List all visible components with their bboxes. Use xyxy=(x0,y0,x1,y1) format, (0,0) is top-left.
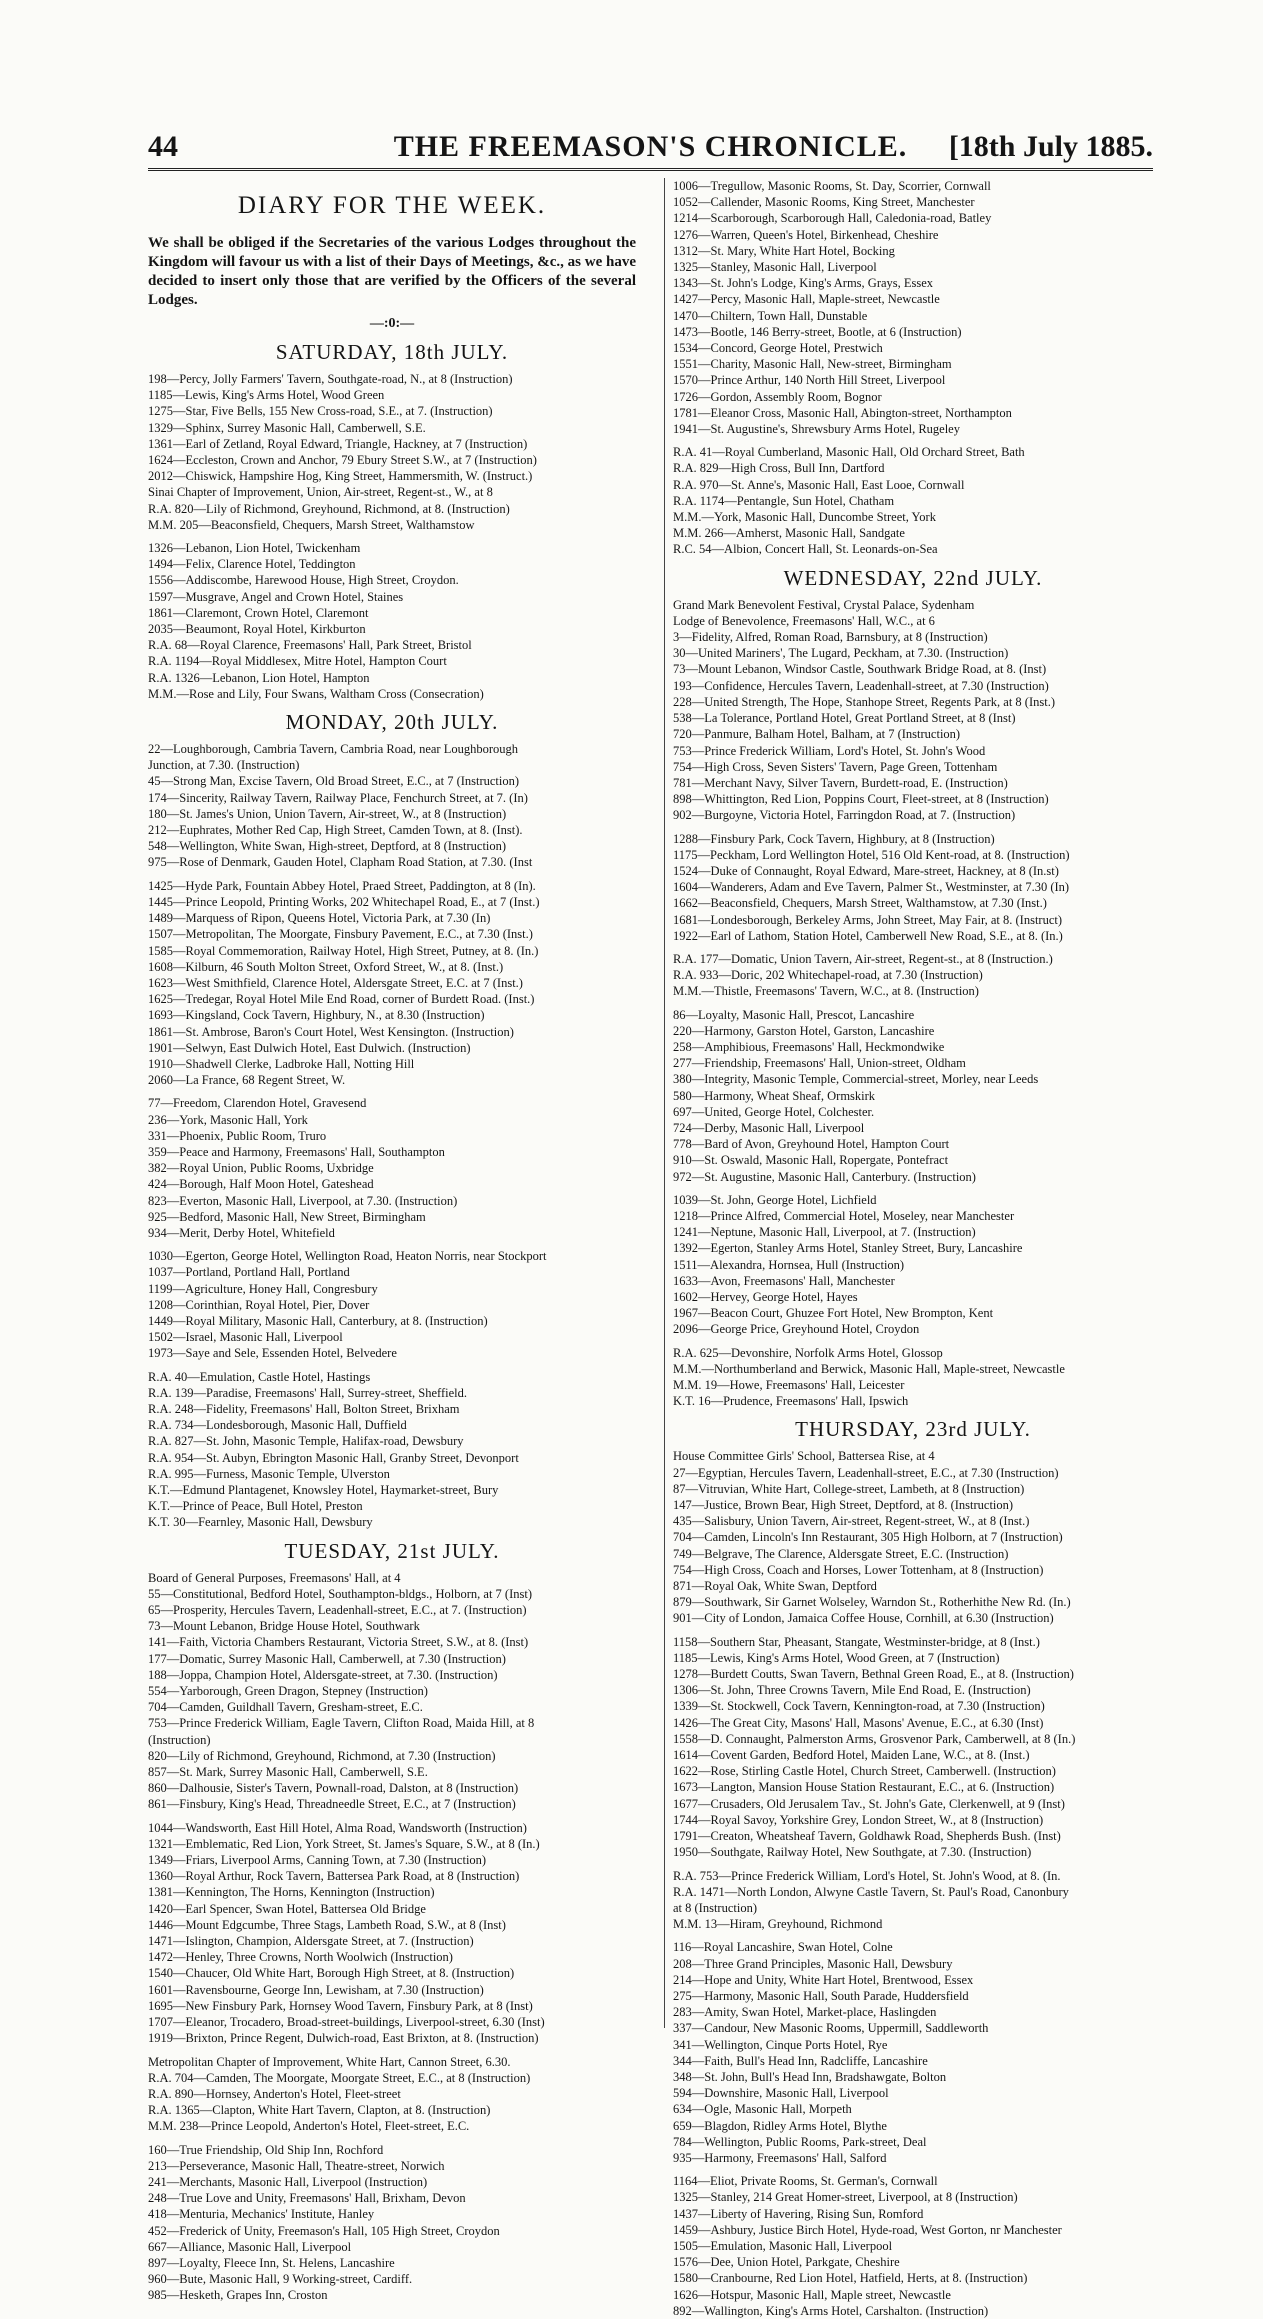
lodge-entry: 1459—Ashbury, Justice Birch Hotel, Hyde-road, West Gorton, nr Manchester xyxy=(673,2222,1062,2237)
lodge-entry: 1339—St. Stockwell, Cock Tavern, Kennington-road, at 7.30 (Instruction) xyxy=(673,1699,1045,1714)
lodge-entry: 77—Freedom, Clarendon Hotel, Gravesend xyxy=(148,1096,367,1111)
lodge-entry: 1473—Bootle, 146 Berry-street, Bootle, at 6 (Instruction) xyxy=(673,324,962,339)
lodge-entry: 1343—St. John's Lodge, King's Arms, Grays, Essex xyxy=(673,276,934,291)
lodge-entry: 73—Mount Lebanon, Bridge House Hotel, Southwark xyxy=(148,1619,420,1634)
ornament-divider: —:0:— xyxy=(369,316,415,331)
lodge-entry: 1973—Saye and Sele, Essenden Hotel, Belvedere xyxy=(148,1346,397,1361)
lodge-entry: 1622—Rose, Stirling Castle Hotel, Church Street, Camberwell. (Instruction) xyxy=(673,1764,1056,1779)
lodge-entry: R.A. 177—Domatic, Union Tavern, Air-street, Regent-st., at 8 (Instruction.) xyxy=(673,951,1053,966)
lodge-entry: 1349—Friars, Liverpool Arms, Canning Town, at 7.30 (Instruction) xyxy=(148,1853,487,1868)
lodge-entry: 1570—Prince Arthur, 140 North Hill Street, Liverpool xyxy=(673,373,946,388)
lodge-entry: 1278—Burdett Coutts, Swan Tavern, Bethnal Green Road, E., at 8. (Instruction) xyxy=(673,1667,1074,1682)
lodge-entry: 704—Camden, Lincoln's Inn Restaurant, 305 High Holborn, at 7 (Instruction) xyxy=(673,1530,1063,1545)
lodge-entry: R.A. 827—St. John, Masonic Temple, Halifax-road, Dewsbury xyxy=(148,1434,464,1449)
lodge-entry: 1326—Lebanon, Lion Hotel, Twickenham xyxy=(148,541,361,556)
lodge-entry: 935—Harmony, Freemasons' Hall, Salford xyxy=(673,2150,887,2165)
lodge-entry: 1218—Prince Alfred, Commercial Hotel, Moseley, near Manchester xyxy=(673,1208,1015,1223)
lodge-entry: 1922—Earl of Lathom, Station Hotel, Camberwell New Road, S.E., at 8. (In.) xyxy=(673,928,1063,943)
lodge-entry: 1288—Finsbury Park, Cock Tavern, Highbury, at 8 (Instruction) xyxy=(673,831,995,846)
lodge-entry: 1472—Henley, Three Crowns, North Woolwich (Instruction) xyxy=(148,1950,453,1965)
lodge-entry: 1185—Lewis, King's Arms Hotel, Wood Green xyxy=(148,388,385,403)
lodge-entry: 897—Loyalty, Fleece Inn, St. Helens, Lancashire xyxy=(148,2255,395,2270)
lodge-entry: 2035—Beaumont, Royal Hotel, Kirkburton xyxy=(148,622,366,637)
lodge-entry: R.A. 248—Fidelity, Freemasons' Hall, Bolton Street, Brixham xyxy=(148,1401,460,1416)
lodge-entry: 871—Royal Oak, White Swan, Deptford xyxy=(673,1579,877,1594)
lodge-entry: 902—Burgoyne, Victoria Hotel, Farringdon Road, at 7. (Instruction) xyxy=(673,808,1016,823)
lodge-entry: 857—St. Mark, Surrey Masonic Hall, Camberwell, S.E. xyxy=(148,1765,428,1780)
lodge-entry: 73—Mount Lebanon, Windsor Castle, Southwark Bridge Road, at 8. (Inst) xyxy=(673,662,1047,677)
lodge-entry: 972—St. Augustine, Masonic Hall, Canterbury. (Instruction) xyxy=(673,1169,976,1184)
lodge-entry: R.A. 970—St. Anne's, Masonic Hall, East Looe, Cornwall xyxy=(673,477,965,492)
lodge-entry: R.A. 41—Royal Cumberland, Masonic Hall, Old Orchard Street, Bath xyxy=(673,445,1025,460)
lodge-entry: 1199—Agriculture, Honey Hall, Congresbury xyxy=(148,1281,378,1296)
lodge-entry: R.A. 40—Emulation, Castle Hotel, Hastings xyxy=(148,1369,371,1384)
lodge-entry: 177—Domatic, Surrey Masonic Hall, Camberwell, at 7.30 (Instruction) xyxy=(148,1651,506,1666)
intro-paragraph: We shall be obliged if the Secretaries of the various Lodges throughout the Kingdom will favour us with a list of their Days of Meetings, &c., as we have decided to insert only those that are verified by the Officers of the several Lodges. xyxy=(148,235,636,308)
lodge-entry: 1919—Brixton, Prince Regent, Dulwich-road, East Brixton, at 8. (Instruction) xyxy=(148,2031,539,2046)
lodge-entry: 634—Ogle, Masonic Hall, Morpeth xyxy=(673,2102,852,2117)
lodge-entry: 1861—St. Ambrose, Baron's Court Hotel, West Kensington. (Instruction) xyxy=(148,1024,514,1039)
lodge-entry: 1044—Wandsworth, East Hill Hotel, Alma Road, Wandsworth (Instruction) xyxy=(148,1820,527,1835)
spacer xyxy=(673,1338,1153,1345)
lodge-entry: 879—Southwark, Sir Garnet Wolseley, Warndon St., Rotherhithe New Rd. (In.) xyxy=(673,1595,1071,1610)
lodge-entry: 724—Derby, Masonic Hall, Liverpool xyxy=(673,1120,865,1135)
right-column xyxy=(664,178,1153,2318)
left-column xyxy=(148,178,636,2303)
lodge-entry: 901—City of London, Jamaica Coffee House, Cornhill, at 6.30 (Instruction) xyxy=(673,1611,1054,1626)
lodge-entry: 1633—Avon, Freemasons' Hall, Manchester xyxy=(673,1273,895,1288)
lodge-entry: 208—Three Grand Principles, Masonic Hall, Dewsbury xyxy=(673,1956,953,1971)
lodge-entry: 1791—Creaton, Wheatsheaf Tavern, Goldhawk Road, Shepherds Bush. (Inst) xyxy=(673,1829,1061,1844)
lodge-entry: 753—Prince Frederick William, Eagle Tavern, Clifton Road, Maida Hill, at 8 xyxy=(148,1716,535,1731)
lodge-entry: 1507—Metropolitan, The Moorgate, Finsbury Pavement, E.C., at 7.30 (Inst.) xyxy=(148,927,533,942)
lodge-entry: 277—Friendship, Freemasons' Hall, Union-street, Oldham xyxy=(673,1056,966,1071)
spacer xyxy=(673,437,1153,444)
lodge-entry: M.M. 266—Amherst, Masonic Hall, Sandgate xyxy=(673,526,905,541)
lodge-entry: 1426—The Great City, Masons' Hall, Masons' Avenue, E.C., at 6.30 (Inst) xyxy=(673,1715,1044,1730)
spacer xyxy=(673,824,1153,831)
lodge-entry: R.A. 995—Furness, Masonic Temple, Ulverston xyxy=(148,1466,390,1481)
lodge-entry: 30—United Mariners', The Lugard, Peckham, at 7.30. (Instruction) xyxy=(673,646,1009,661)
lodge-entry: 2012—Chiswick, Hampshire Hog, King Street, Hammersmith, W. (Instruct.) xyxy=(148,469,533,484)
lodge-entry: 1420—Earl Spencer, Swan Hotel, Battersea Old Bridge xyxy=(148,1901,426,1916)
lodge-entry: 1540—Chaucer, Old White Hart, Borough High Street, at 8. (Instruction) xyxy=(148,1966,515,1981)
lodge-entry: 1505—Emulation, Masonic Hall, Liverpool xyxy=(673,2238,893,2253)
lodge-entry: 236—York, Masonic Hall, York xyxy=(148,1112,308,1127)
spacer xyxy=(148,871,636,878)
lodge-entry: Board of General Purposes, Freemasons' Hall, at 4 xyxy=(148,1570,401,1585)
lodge-entry: 3—Fidelity, Alfred, Roman Road, Barnsbury, at 8 (Instruction) xyxy=(673,630,988,645)
lodge-entry: 1329—Sphinx, Surrey Masonic Hall, Camberwell, S.E. xyxy=(148,420,426,435)
lodge-entry: K.T.—Edmund Plantagenet, Knowsley Hotel, Haymarket-street, Bury xyxy=(148,1483,499,1497)
lodge-entry: 1681—Londesborough, Berkeley Arms, John Street, May Fair, at 8. (Instruct) xyxy=(673,912,1063,927)
lodge-entry: 1502—Israel, Masonic Hall, Liverpool xyxy=(148,1330,343,1345)
section-title: DIARY FOR THE WEEK. xyxy=(237,192,547,219)
lodge-entry: 418—Menturia, Mechanics' Institute, Hanley xyxy=(148,2207,375,2222)
lodge-entry: Grand Mark Benevolent Festival, Crystal Palace, Sydenham xyxy=(673,597,975,612)
lodge-entry: 341—Wellington, Cinque Ports Hotel, Rye xyxy=(673,2037,888,2052)
lodge-entry: 87—Vitruvian, White Hart, College-street, Lambeth, at 8 (Instruction) xyxy=(673,1481,1025,1496)
lodge-entry: R.A. 1471—North London, Alwyne Castle Tavern, St. Paul's Road, Canonbury xyxy=(673,1884,1069,1899)
lodge-entry: 2060—La France, 68 Regent Street, W. xyxy=(148,1073,346,1088)
lodge-entry: M.M.—Thistle, Freemasons' Tavern, W.C., at 8. (Instruction) xyxy=(673,984,979,999)
lodge-entry: 1693—Kingsland, Cock Tavern, Highbury, N., at 8.30 (Instruction) xyxy=(148,1008,485,1023)
lodge-entry: 667—Alliance, Masonic Hall, Liverpool xyxy=(148,2239,352,2254)
lodge-entry: 1185—Lewis, King's Arms Hotel, Wood Green, at 7 (Instruction) xyxy=(673,1650,1000,1665)
lodge-entry: 228—United Strength, The Hope, Stanhope Street, Regents Park, at 8 (Inst.) xyxy=(673,694,1055,709)
lodge-entry: 1556—Addiscombe, Harewood House, High Street, Croydon. xyxy=(148,573,459,588)
lodge-entry: 1941—St. Augustine's, Shrewsbury Arms Hotel, Rugeley xyxy=(673,422,960,437)
lodge-entry: 1626—Hotspur, Masonic Hall, Maple street, Newcastle xyxy=(673,2287,951,2302)
lodge-entry: 435—Salisbury, Union Tavern, Air-street, Regent-street, W., at 8 (Inst.) xyxy=(673,1514,1030,1529)
lodge-entry: 283—Amity, Swan Hotel, Market-place, Haslingden xyxy=(673,2005,937,2020)
lodge-entry: 1597—Musgrave, Angel and Crown Hotel, Staines xyxy=(148,589,404,604)
lodge-entry: M.M. 13—Hiram, Greyhound, Richmond xyxy=(673,1917,883,1932)
lodge-entry: 1602—Hervey, George Hotel, Hayes xyxy=(673,1290,858,1304)
lodge-entry: 248—True Love and Unity, Freemasons' Hall, Brixham, Devon xyxy=(148,2191,466,2206)
lodge-entry: 1427—Percy, Masonic Hall, Maple-street, Newcastle xyxy=(673,292,940,307)
lodge-entry: 823—Everton, Masonic Hall, Liverpool, at 7.30. (Instruction) xyxy=(148,1193,458,1208)
lodge-entry: R.A. 1194—Royal Middlesex, Mitre Hotel, Hampton Court xyxy=(148,654,447,669)
spacer xyxy=(148,2047,636,2054)
lodge-entry: 934—Merit, Derby Hotel, Whitefield xyxy=(148,1225,335,1240)
lodge-entry: 1950—Southgate, Railway Hotel, New Southgate, at 7.30. (Instruction) xyxy=(673,1845,1032,1860)
lodge-entry: 1214—Scarborough, Scarborough Hall, Caledonia-road, Batley xyxy=(673,211,992,226)
lodge-entry: R.A. 139—Paradise, Freemasons' Hall, Surrey-street, Sheffield. xyxy=(148,1385,467,1400)
lodge-entry: 1673—Langton, Mansion House Station Restaurant, E.C., at 6. (Instruction) xyxy=(673,1780,1055,1795)
lodge-entry: 1039—St. John, George Hotel, Lichfield xyxy=(673,1192,877,1207)
lodge-entry: 1726—Gordon, Assembly Room, Bognor xyxy=(673,389,882,404)
lodge-entry: 898—Whittington, Red Lion, Poppins Court, Fleet-street, at 8 (Instruction) xyxy=(673,792,1049,807)
lodge-entry: 704—Camden, Guildhall Tavern, Gresham-street, E.C. xyxy=(148,1700,423,1715)
lodge-entry: 861—Finsbury, King's Head, Threadneedle Street, E.C., at 7 (Instruction) xyxy=(148,1797,516,1812)
lodge-entry: 344—Faith, Bull's Head Inn, Radcliffe, Lancashire xyxy=(673,2053,928,2068)
day-heading: WEDNESDAY, 22nd JULY. xyxy=(783,565,1043,590)
lodge-entry: 753—Prince Frederick William, Lord's Hotel, St. John's Wood xyxy=(673,743,986,758)
spacer xyxy=(673,2166,1153,2173)
lodge-entry: 1534—Concord, George Hotel, Prestwich xyxy=(673,341,883,356)
lodge-entry: 1489—Marquess of Ripon, Queens Hotel, Victoria Park, at 7.30 (In) xyxy=(148,911,491,926)
lodge-entry: 554—Yarborough, Green Dragon, Stepney (Instruction) xyxy=(148,1684,428,1699)
lodge-entry: 331—Phoenix, Public Room, Truro xyxy=(148,1128,327,1143)
lodge-entry: 213—Perseverance, Masonic Hall, Theatre-street, Norwich xyxy=(148,2158,445,2173)
lodge-entry: (Instruction) xyxy=(148,1732,211,1747)
lodge-entry: 1175—Peckham, Lord Wellington Hotel, 516 Old Kent-road, at 8. (Instruction) xyxy=(673,847,1070,862)
spacer xyxy=(673,1932,1153,1939)
lodge-entry: 720—Panmure, Balham Hotel, Balham, at 7 (Instruction) xyxy=(673,727,961,742)
spacer xyxy=(148,533,636,540)
lodge-entry: 1614—Covent Garden, Bedford Hotel, Maiden Lane, W.C., at 8. (Inst.) xyxy=(673,1748,1030,1763)
lodge-entry: 892—Wallington, King's Arms Hotel, Carshalton. (Instruction) xyxy=(673,2303,989,2318)
lodge-entry: 1006—Tregullow, Masonic Rooms, St. Day, Scorrier, Cornwall xyxy=(673,179,991,193)
lodge-entry: 1625—Tredegar, Royal Hotel Mile End Road, corner of Burdett Road. (Inst.) xyxy=(148,992,535,1007)
lodge-entry: 1241—Neptune, Masonic Hall, Liverpool, at 7. (Instruction) xyxy=(673,1225,976,1240)
lodge-entry: 697—United, George Hotel, Colchester. xyxy=(673,1104,875,1119)
lodge-entry: M.M. 19—Howe, Freemasons' Hall, Leicester xyxy=(673,1378,905,1393)
lodge-entry: 214—Hope and Unity, White Hart Hotel, Brentwood, Essex xyxy=(673,1972,974,1987)
lodge-entry: 749—Belgrave, The Clarence, Aldersgate Street, E.C. (Instruction) xyxy=(673,1546,1009,1561)
lodge-entry: 1164—Eliot, Private Rooms, St. German's, Cornwall xyxy=(673,2174,938,2189)
page-number: 44 xyxy=(148,130,178,163)
lodge-entry: 1275—Star, Five Bells, 155 New Cross-road, S.E., at 7. (Instruction) xyxy=(148,404,493,419)
lodge-entry: R.A. 933—Doric, 202 Whitechapel-road, at 7.30 (Instruction) xyxy=(673,968,983,983)
lodge-entry: 147—Justice, Brown Bear, High Street, Deptford, at 8. (Instruction) xyxy=(673,1498,1014,1513)
lodge-entry: 1707—Eleanor, Trocadero, Broad-street-buildings, Liverpool-street, 6.30 (Inst) xyxy=(148,2015,545,2030)
lodge-entry: 380—Integrity, Masonic Temple, Commercial-street, Morley, near Leeds xyxy=(673,1072,1039,1087)
spacer xyxy=(148,1362,636,1369)
lodge-entry: 1781—Eleanor Cross, Masonic Hall, Abington-street, Northampton xyxy=(673,405,1012,420)
lodge-entry: 538—La Tolerance, Portland Hotel, Great Portland Street, at 8 (Inst) xyxy=(673,711,1016,726)
spacer xyxy=(673,1185,1153,1192)
lodge-entry: 925—Bedford, Masonic Hall, New Street, Birmingham xyxy=(148,1209,426,1224)
lodge-entry: 1321—Emblematic, Red Lion, York Street, St. James's Square, S.W., at 8 (In.) xyxy=(148,1836,540,1851)
lodge-entry: 781—Merchant Navy, Silver Tavern, Burdett-road, E. (Instruction) xyxy=(673,775,1008,790)
lodge-entry: 55—Constitutional, Bedford Hotel, Southampton-bldgs., Holborn, at 7 (Inst) xyxy=(148,1586,532,1601)
lodge-entry: 860—Dalhousie, Sister's Tavern, Pownall-road, Dalston, at 8 (Instruction) xyxy=(148,1781,519,1796)
lodge-entry: 241—Merchants, Masonic Hall, Liverpool (Instruction) xyxy=(148,2174,428,2189)
lodge-entry: 1677—Crusaders, Old Jerusalem Tav., St. John's Gate, Clerkenwell, at 9 (Inst) xyxy=(673,1796,1065,1811)
lodge-entry: 580—Harmony, Wheat Sheaf, Ormskirk xyxy=(673,1088,876,1103)
lodge-entry: 1361—Earl of Zetland, Royal Edward, Triangle, Hackney, at 7 (Instruction) xyxy=(148,436,528,451)
lodge-entry: 975—Rose of Denmark, Gauden Hotel, Clapham Road Station, at 7.30. (Inst xyxy=(148,855,533,870)
lodge-entry: 784—Wellington, Public Rooms, Park-street, Deal xyxy=(673,2134,927,2149)
lodge-entry: 1449—Royal Military, Masonic Hall, Canterbury, at 8. (Instruction) xyxy=(148,1313,488,1328)
lodge-entry: 2096—George Price, Greyhound Hotel, Croydon xyxy=(673,1322,920,1337)
lodge-entry: 1158—Southern Star, Pheasant, Stangate, Westminster-bridge, at 8 (Inst.) xyxy=(673,1634,1040,1649)
lodge-entry: M.M. 238—Prince Leopold, Anderton's Hotel, Fleet-street, E.C. xyxy=(148,2119,470,2134)
lodge-entry: 1446—Mount Edgcumbe, Three Stags, Lambeth Road, S.W., at 8 (Inst) xyxy=(148,1917,506,1932)
lodge-entry: 1695—New Finsbury Park, Hornsey Wood Tavern, Finsbury Park, at 8 (Inst) xyxy=(148,1998,533,2013)
lodge-entry: 1360—Royal Arthur, Rock Tavern, Battersea Park Road, at 8 (Instruction) xyxy=(148,1869,520,1884)
lodge-entry: 1494—Felix, Clarence Hotel, Teddington xyxy=(148,557,356,572)
lodge-entry: R.A. 829—High Cross, Bull Inn, Dartford xyxy=(673,461,885,476)
lodge-entry: 337—Candour, New Masonic Rooms, Uppermill, Saddleworth xyxy=(673,2021,989,2036)
lodge-entry: 220—Harmony, Garston Hotel, Garston, Lancashire xyxy=(673,1023,935,1038)
lodge-entry: R.A. 734—Londesborough, Masonic Hall, Duffield xyxy=(148,1418,407,1433)
lodge-entry: 1576—Dee, Union Hotel, Parkgate, Cheshire xyxy=(673,2255,900,2270)
lodge-entry: 1381—Kennington, The Horns, Kennington (Instruction) xyxy=(148,1885,435,1900)
lodge-entry: 1470—Chiltern, Town Hall, Dunstable xyxy=(673,308,868,323)
lodge-entry: 1608—Kilburn, 46 South Molton Street, Oxford Street, W., at 8. (Inst.) xyxy=(148,959,504,974)
lodge-entry: Junction, at 7.30. (Instruction) xyxy=(148,758,300,773)
lodge-entry: 754—High Cross, Seven Sisters' Tavern, Page Green, Tottenham xyxy=(673,759,998,774)
lodge-entry: 1910—Shadwell Clerke, Ladbroke Hall, Notting Hill xyxy=(148,1056,415,1071)
masthead xyxy=(148,130,1153,171)
lodge-entry: 548—Wellington, White Swan, High-street, Deptford, at 8 (Instruction) xyxy=(148,839,507,854)
lodge-entry: K.T. 30—Fearnley, Masonic Hall, Dewsbury xyxy=(148,1515,373,1530)
lodge-entry: 86—Loyalty, Masonic Hall, Prescot, Lancashire xyxy=(673,1007,915,1022)
lodge-entry: R.A. 1326—Lebanon, Lion Hotel, Hampton xyxy=(148,670,370,685)
lodge-entry: 778—Bard of Avon, Greyhound Hotel, Hampton Court xyxy=(673,1137,950,1152)
lodge-entry: R.A. 625—Devonshire, Norfolk Arms Hotel, Glossop xyxy=(673,1345,943,1360)
lodge-entry: 212—Euphrates, Mother Red Cap, High Street, Camden Town, at 8. (Inst). xyxy=(148,823,523,838)
lodge-entry: 754—High Cross, Coach and Horses, Lower Tottenham, at 8 (Instruction) xyxy=(673,1562,1044,1577)
lodge-entry: R.A. 704—Camden, The Moorgate, Moorgate Street, E.C., at 8 (Instruction) xyxy=(148,2070,531,2085)
spacer xyxy=(148,1241,636,1248)
lodge-entry: 1471—Islington, Champion, Aldersgate Street, at 7. (Instruction) xyxy=(148,1934,474,1949)
lodge-entry: M.M.—Northumberland and Berwick, Masonic Hall, Maple-street, Newcastle xyxy=(673,1361,1065,1376)
lodge-entry: 1037—Portland, Portland Hall, Portland xyxy=(148,1265,350,1280)
lodge-entry: 659—Blagdon, Ridley Arms Hotel, Blythe xyxy=(673,2118,887,2133)
lodge-entry: 348—St. John, Bull's Head Inn, Bradshawgate, Bolton xyxy=(673,2069,947,2084)
lodge-entry: 1392—Egerton, Stanley Arms Hotel, Stanley Street, Bury, Lancashire xyxy=(673,1241,1023,1256)
issue-date: [18th July 1885. xyxy=(948,130,1153,163)
lodge-entry: 382—Royal Union, Public Rooms, Uxbridge xyxy=(148,1161,374,1176)
lodge-entry: 1437—Liberty of Havering, Rising Sun, Romford xyxy=(673,2206,924,2221)
lodge-entry: 1662—Beaconsfield, Chequers, Marsh Street, Walthamstow, at 7.30 (Inst.) xyxy=(673,896,1047,911)
lodge-entry: 1030—Egerton, George Hotel, Wellington Road, Heaton Norris, near Stockport xyxy=(148,1249,547,1264)
lodge-entry: 1624—Eccleston, Crown and Anchor, 79 Ebury Street S.W., at 7 (Instruction) xyxy=(148,453,537,468)
lodge-entry: 1623—West Smithfield, Clarence Hotel, Aldersgate Street, E.C. at 7 (Inst.) xyxy=(148,975,523,990)
lodge-entry: Sinai Chapter of Improvement, Union, Air-street, Regent-st., W., at 8 xyxy=(148,485,493,500)
lodge-entry: 180—St. James's Union, Union Tavern, Air-street, W., at 8 (Instruction) xyxy=(148,806,507,821)
lodge-entry: House Committee Girls' School, Battersea Rise, at 4 xyxy=(673,1449,935,1464)
lodge-entry: 160—True Friendship, Old Ship Inn, Rochford xyxy=(148,2142,384,2157)
lodge-entry: 1325—Stanley, 214 Great Homer-street, Liverpool, at 8 (Instruction) xyxy=(673,2190,1018,2205)
lodge-entry: 1445—Prince Leopold, Printing Works, 202 Whitechapel Road, E., at 7 (Inst.) xyxy=(148,894,540,909)
lodge-entry: 960—Bute, Masonic Hall, 9 Working-street, Cardiff. xyxy=(148,2272,413,2287)
lodge-entry: 1967—Beacon Court, Ghuzee Fort Hotel, New Brompton, Kent xyxy=(673,1306,994,1321)
lodge-entry: 174—Sincerity, Railway Tavern, Railway Place, Fenchurch Street, at 7. (In) xyxy=(148,790,528,805)
lodge-entry: Lodge of Benevolence, Freemasons' Hall, W.C., at 6 xyxy=(673,613,935,628)
lodge-entry: 65—Prosperity, Hercules Tavern, Leadenhall-street, E.C., at 7. (Instruction) xyxy=(148,1603,527,1618)
lodge-entry: 141—Faith, Victoria Chambers Restaurant, Victoria Street, S.W., at 8. (Inst) xyxy=(148,1635,529,1650)
lodge-entry: 424—Borough, Half Moon Hotel, Gateshead xyxy=(148,1177,374,1192)
lodge-entry: 359—Peace and Harmony, Freemasons' Hall, Southampton xyxy=(148,1144,445,1159)
lodge-entry: M.M. 205—Beaconsfield, Chequers, Marsh Street, Walthamstow xyxy=(148,517,475,532)
spacer xyxy=(673,944,1153,951)
lodge-entry: 1276—Warren, Queen's Hotel, Birkenhead, Cheshire xyxy=(673,227,939,242)
lodge-entry: 985—Hesketh, Grapes Inn, Croston xyxy=(148,2288,328,2303)
day-heading: SATURDAY, 18th JULY. xyxy=(275,340,509,364)
lodge-entry: R.A. 890—Hornsey, Anderton's Hotel, Fleet-street xyxy=(148,2086,401,2101)
spacer xyxy=(673,1861,1153,1868)
day-heading: MONDAY, 20th JULY. xyxy=(285,710,499,735)
lodge-entry: 188—Joppa, Champion Hotel, Aldersgate-street, at 7.30. (Instruction) xyxy=(148,1667,498,1682)
lodge-entry: 1580—Cranbourne, Red Lion Hotel, Hatfield, Herts, at 8. (Instruction) xyxy=(673,2271,1028,2286)
lodge-entry: 1524—Duke of Connaught, Royal Edward, Mare-street, Hackney, at 8 (In.st) xyxy=(673,863,1059,878)
day-heading: TUESDAY, 21st JULY. xyxy=(284,1538,500,1563)
lodge-entry: R.A. 1365—Clapton, White Hart Tavern, Clapton, at 8. (Instruction) xyxy=(148,2103,491,2118)
lodge-entry: 1325—Stanley, Masonic Hall, Liverpool xyxy=(673,260,877,275)
lodge-entry: 1558—D. Connaught, Palmerston Arms, Grosvenor Park, Camberwell, at 8 (In.) xyxy=(673,1731,1076,1746)
lodge-entry: 1604—Wanderers, Adam and Eve Tavern, Palmer St., Westminster, at 7.30 (In) xyxy=(673,880,1070,895)
lodge-entry: R.C. 54—Albion, Concert Hall, St. Leonards-on-Sea xyxy=(673,542,938,557)
spacer xyxy=(673,1000,1153,1007)
lodge-entry: 910—St. Oswald, Masonic Hall, Ropergate, Pontefract xyxy=(673,1153,949,1168)
lodge-entry: R.A. 820—Lily of Richmond, Greyhound, Richmond, at 8. (Instruction) xyxy=(148,501,510,516)
lodge-entry: at 8 (Instruction) xyxy=(673,1900,758,1915)
lodge-entry: 27—Egyptian, Hercules Tavern, Leadenhall-street, E.C., at 7.30 (Instruction) xyxy=(673,1465,1059,1480)
spacer xyxy=(148,1813,636,1820)
lodge-entry: 193—Confidence, Hercules Tavern, Leadenhall-street, at 7.30 (Instruction) xyxy=(673,678,1049,693)
lodge-entry: R.A. 1174—Pentangle, Sun Hotel, Chatham xyxy=(673,493,895,508)
lodge-entry: 452—Frederick of Unity, Freemason's Hall, 105 High Street, Croydon xyxy=(148,2223,500,2238)
lodge-entry: 1601—Ravensbourne, George Inn, Lewisham, at 7.30 (Instruction) xyxy=(148,1982,484,1997)
lodge-entry: Metropolitan Chapter of Improvement, White Hart, Cannon Street, 6.30. xyxy=(148,2054,511,2069)
lodge-entry: 116—Royal Lancashire, Swan Hotel, Colne xyxy=(673,1940,893,1955)
lodge-entry: M.M.—York, Masonic Hall, Duncombe Street, York xyxy=(673,510,936,525)
spacer xyxy=(148,1088,636,1095)
lodge-entry: K.T. 16—Prudence, Freemasons' Hall, Ipswich xyxy=(673,1394,909,1409)
day-heading: THURSDAY, 23rd JULY. xyxy=(795,1417,1031,1442)
lodge-entry: 820—Lily of Richmond, Greyhound, Richmond, at 7.30 (Instruction) xyxy=(148,1748,496,1763)
newspaper-title: THE FREEMASON'S CHRONICLE. xyxy=(393,130,908,163)
lodge-entry: R.A. 753—Prince Frederick William, Lord's Hotel, St. John's Wood, at 8. (In. xyxy=(673,1868,1061,1883)
lodge-entry: 1744—Royal Savoy, Yorkshire Grey, London Street, W., at 8 (Instruction) xyxy=(673,1812,1044,1827)
lodge-entry: 594—Downshire, Masonic Hall, Liverpool xyxy=(673,2086,889,2101)
spacer xyxy=(148,2135,636,2142)
lodge-entry: 1901—Selwyn, East Dulwich Hotel, East Dulwich. (Instruction) xyxy=(148,1040,471,1055)
lodge-entry: 1861—Claremont, Crown Hotel, Claremont xyxy=(148,605,369,620)
lodge-entry: K.T.—Prince of Peace, Bull Hotel, Preston xyxy=(148,1499,363,1514)
lodge-entry: 1551—Charity, Masonic Hall, New-street, Birmingham xyxy=(673,357,952,372)
lodge-entry: 1425—Hyde Park, Fountain Abbey Hotel, Praed Street, Paddington, at 8 (In). xyxy=(148,878,536,893)
lodge-entry: 1208—Corinthian, Royal Hotel, Pier, Dover xyxy=(148,1297,370,1312)
lodge-entry: 1052—Callender, Masonic Rooms, King Street, Manchester xyxy=(673,195,975,210)
lodge-entry: 198—Percy, Jolly Farmers' Tavern, Southgate-road, N., at 8 (Instruction) xyxy=(148,372,513,386)
lodge-entry: 45—Strong Man, Excise Tavern, Old Broad Street, E.C., at 7 (Instruction) xyxy=(148,774,520,789)
lodge-entry: 258—Amphibious, Freemasons' Hall, Heckmondwike xyxy=(673,1039,945,1054)
spacer xyxy=(673,1627,1153,1634)
lodge-entry: 275—Harmony, Masonic Hall, South Parade, Huddersfield xyxy=(673,1988,969,2003)
lodge-entry: R.A. 68—Royal Clarence, Freemasons' Hall, Park Street, Bristol xyxy=(148,638,472,653)
lodge-entry: 22—Loughborough, Cambria Tavern, Cambria Road, near Loughborough xyxy=(148,742,518,757)
lodge-entry: 1585—Royal Commemoration, Railway Hotel, High Street, Putney, at 8. (In.) xyxy=(148,943,539,958)
lodge-entry: M.M.—Rose and Lily, Four Swans, Waltham Cross (Consecration) xyxy=(148,686,484,701)
lodge-entry: R.A. 954—St. Aubyn, Ebrington Masonic Hall, Granby Street, Devonport xyxy=(148,1450,519,1465)
lodge-entry: 1511—Alexandra, Hornsea, Hull (Instruction) xyxy=(673,1257,905,1272)
lodge-entry: 1306—St. John, Three Crowns Tavern, Mile End Road, E. (Instruction) xyxy=(673,1683,1031,1698)
lodge-entry: 1312—St. Mary, White Hart Hotel, Bocking xyxy=(673,243,895,258)
